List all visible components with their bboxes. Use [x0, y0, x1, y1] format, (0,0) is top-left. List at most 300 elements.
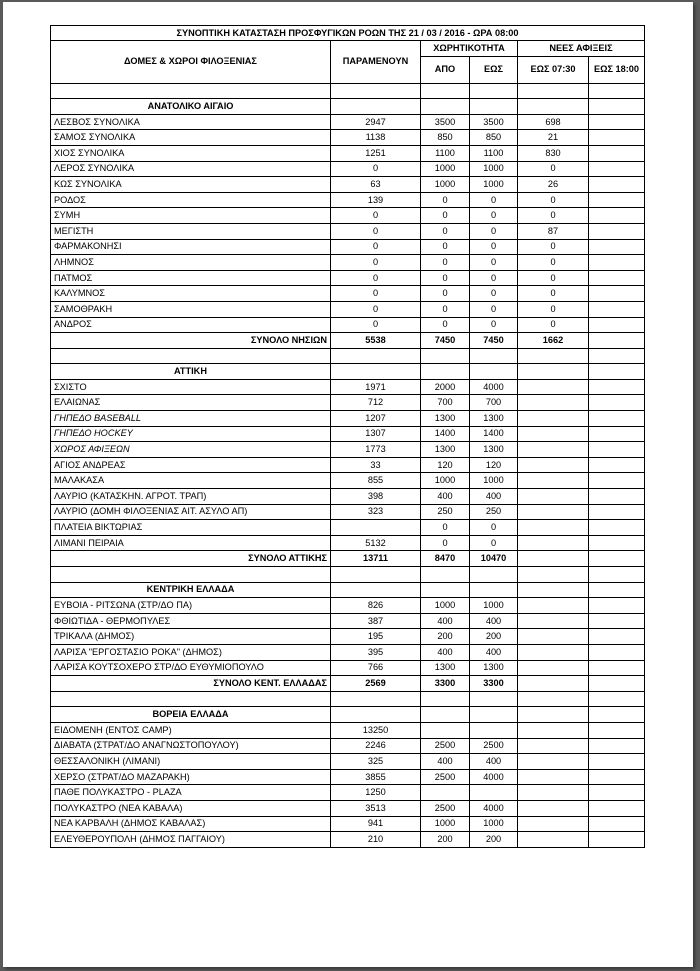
- arrivals-0730-cell: [518, 520, 589, 536]
- arrivals-1800-cell: [589, 754, 645, 770]
- apo-cell: 1300: [421, 442, 470, 458]
- facility-name-cell: ΦΑΡΜΑΚΟΝΗΣΙ: [51, 239, 331, 255]
- table-row: [51, 722, 645, 738]
- eos-cell: 250: [470, 504, 518, 520]
- apo-cell: 1000: [421, 161, 470, 177]
- table-row: [51, 270, 645, 286]
- table-row: [51, 177, 645, 193]
- apo-cell: 0: [421, 535, 470, 551]
- table-row: [51, 473, 645, 489]
- arrivals-1800-cell: [589, 208, 645, 224]
- arrivals-1800-cell: [589, 520, 645, 536]
- paramenoun-cell: 0: [331, 208, 421, 224]
- arrivals-0730-cell: 0: [518, 255, 589, 271]
- facility-name-cell: ΛΑΥΡΙΟ (ΔΟΜΗ ΦΙΛΟΞΕΝΙΑΣ ΑΙΤ. ΑΣΥΛΟ ΑΠ): [51, 504, 331, 520]
- blank-cell: [589, 582, 645, 598]
- blank-cell: [331, 364, 421, 380]
- eos-cell: 1300: [470, 411, 518, 427]
- paramenoun-cell: 0: [331, 239, 421, 255]
- blank-cell: [421, 707, 470, 723]
- table-row: [51, 800, 645, 816]
- arrivals-1800-cell: [589, 676, 645, 692]
- blank-cell: [51, 348, 331, 364]
- arrivals-1800-cell: [589, 769, 645, 785]
- blank-cell: [51, 691, 331, 707]
- region-row: [51, 99, 645, 115]
- region-name: ΒΟΡΕΙΑ ΕΛΛΑΔΑ: [51, 707, 331, 723]
- facility-name-cell: ΧΩΡΟΣ ΑΦΙΞΕΩΝ: [51, 442, 331, 458]
- facility-name-cell: ΛΕΣΒΟΣ ΣΥΝΟΛΙΚΑ: [51, 114, 331, 130]
- apo-cell: 3500: [421, 114, 470, 130]
- arrivals-0730-cell: [518, 800, 589, 816]
- paramenoun-cell: 323: [331, 504, 421, 520]
- table-row: [51, 489, 645, 505]
- arrivals-1800-cell: [589, 473, 645, 489]
- table-title: ΣΥΝΟΠΤΙΚΗ ΚΑΤΑΣΤΑΣΗ ΠΡΟΣΦΥΓΙΚΩΝ ΡΟΩΝ ΤΗΣ 21 / 03 / 2016 - ΩΡΑ 08:00: [51, 26, 645, 41]
- eos-cell: 1000: [470, 161, 518, 177]
- paramenoun-cell: 195: [331, 629, 421, 645]
- apo-cell: 2500: [421, 800, 470, 816]
- apo-cell: 1300: [421, 411, 470, 427]
- facility-name-cell: ΘΕΣΣΑΛΟΝΙΚΗ (ΛΙΜΑΝΙ): [51, 754, 331, 770]
- apo-cell: 200: [421, 832, 470, 848]
- eos-cell: 3500: [470, 114, 518, 130]
- arrivals-1800-cell: [589, 286, 645, 302]
- apo-cell: 0: [421, 239, 470, 255]
- facility-name-cell: ΣΑΜΟΣ ΣΥΝΟΛΙΚΑ: [51, 130, 331, 146]
- paramenoun-cell: 398: [331, 489, 421, 505]
- eos-cell: 10470: [470, 551, 518, 567]
- blank-cell: [51, 567, 331, 583]
- paramenoun-cell: 1773: [331, 442, 421, 458]
- arrivals-1800-cell: [589, 333, 645, 349]
- paramenoun-cell: 0: [331, 270, 421, 286]
- arrivals-1800-cell: [589, 161, 645, 177]
- apo-cell: 2000: [421, 379, 470, 395]
- arrivals-0730-cell: 0: [518, 286, 589, 302]
- total-row: [51, 333, 645, 349]
- eos-cell: 700: [470, 395, 518, 411]
- apo-cell: 700: [421, 395, 470, 411]
- facility-name-cell: ΛΙΜΑΝΙ ΠΕΙΡΑΙΑ: [51, 535, 331, 551]
- arrivals-1800-cell: [589, 489, 645, 505]
- arrivals-1800-cell: [589, 301, 645, 317]
- arrivals-0730-cell: [518, 629, 589, 645]
- arrivals-0730-cell: [518, 551, 589, 567]
- eos-cell: 0: [470, 317, 518, 333]
- arrivals-0730-cell: [518, 395, 589, 411]
- apo-cell: [421, 722, 470, 738]
- eos-cell: 4000: [470, 379, 518, 395]
- table-row: [51, 145, 645, 161]
- blank-cell: [331, 99, 421, 115]
- paramenoun-cell: 3855: [331, 769, 421, 785]
- eos-cell: 0: [470, 270, 518, 286]
- facility-name-cell: ΕΛΕΥΘΕΡΟΥΠΟΛΗ (ΔΗΜΟΣ ΠΑΓΓΑΙΟΥ): [51, 832, 331, 848]
- paramenoun-cell: 1250: [331, 785, 421, 801]
- arrivals-1800-cell: [589, 379, 645, 395]
- facility-name-cell: ΛΑΡΙΣΑ "ΕΡΓΟΣΤΑΣΙΟ ΡΟΚΑ" (ΔΗΜΟΣ): [51, 644, 331, 660]
- eos-cell: 1000: [470, 473, 518, 489]
- arrivals-0730-cell: 21: [518, 130, 589, 146]
- eos-cell: 4000: [470, 769, 518, 785]
- blank-cell: [470, 582, 518, 598]
- table-row: [51, 442, 645, 458]
- header-eos-0730: ΕΩΣ 07:30: [518, 56, 589, 83]
- arrivals-0730-cell: 87: [518, 223, 589, 239]
- arrivals-0730-cell: 1662: [518, 333, 589, 349]
- eos-cell: 4000: [470, 800, 518, 816]
- paramenoun-cell: 941: [331, 816, 421, 832]
- blank-cell: [589, 567, 645, 583]
- arrivals-0730-cell: [518, 379, 589, 395]
- paramenoun-cell: 33: [331, 457, 421, 473]
- facility-name-cell: ΕΛΑΙΩΝΑΣ: [51, 395, 331, 411]
- header-eos-1800: ΕΩΣ 18:00: [589, 56, 645, 83]
- apo-cell: 7450: [421, 333, 470, 349]
- blank-cell: [331, 582, 421, 598]
- facility-name-cell: ΣΑΜΟΘΡΑΚΗ: [51, 301, 331, 317]
- region-row: [51, 364, 645, 380]
- blank-cell: [331, 348, 421, 364]
- apo-cell: 1100: [421, 145, 470, 161]
- blank-cell: [589, 364, 645, 380]
- facility-name-cell: ΛΗΜΝΟΣ: [51, 255, 331, 271]
- paramenoun-cell: 0: [331, 223, 421, 239]
- arrivals-1800-cell: [589, 457, 645, 473]
- blank-cell: [470, 691, 518, 707]
- arrivals-1800-cell: [589, 535, 645, 551]
- blank-cell: [518, 364, 589, 380]
- header-apo: ΑΠΟ: [421, 56, 470, 83]
- table-row: [51, 223, 645, 239]
- paramenoun-cell: 0: [331, 286, 421, 302]
- paramenoun-cell: 210: [331, 832, 421, 848]
- paramenoun-cell: 2246: [331, 738, 421, 754]
- apo-cell: 1000: [421, 473, 470, 489]
- apo-cell: 1000: [421, 177, 470, 193]
- facility-name-cell: ΓΗΠΕΔΟ HOCKEY: [51, 426, 331, 442]
- blank-cell: [518, 83, 589, 99]
- blank-cell: [589, 83, 645, 99]
- arrivals-1800-cell: [589, 785, 645, 801]
- eos-cell: 400: [470, 644, 518, 660]
- blank-cell: [470, 83, 518, 99]
- facility-name-cell: ΚΑΛΥΜΝΟΣ: [51, 286, 331, 302]
- arrivals-0730-cell: [518, 769, 589, 785]
- arrivals-0730-cell: [518, 832, 589, 848]
- table-row: [51, 598, 645, 614]
- paramenoun-cell: 0: [331, 161, 421, 177]
- facility-name-cell: ΔΙΑΒΑΤΑ (ΣΤΡΑΤ/ΔΟ ΑΝΑΓΝΩΣΤΟΠΟΥΛΟΥ): [51, 738, 331, 754]
- eos-cell: 0: [470, 301, 518, 317]
- arrivals-0730-cell: [518, 676, 589, 692]
- facility-name-cell: ΠΑΘΕ ΠΟΛΥΚΑΣΤΡΟ - PLAZA: [51, 785, 331, 801]
- eos-cell: 400: [470, 489, 518, 505]
- paramenoun-cell: [331, 520, 421, 536]
- table-title-row: [51, 26, 645, 41]
- arrivals-0730-cell: [518, 754, 589, 770]
- document-page: [3, 2, 693, 967]
- facility-name-cell: ΠΑΤΜΟΣ: [51, 270, 331, 286]
- eos-cell: [470, 722, 518, 738]
- arrivals-1800-cell: [589, 504, 645, 520]
- apo-cell: 2500: [421, 738, 470, 754]
- blank-cell: [518, 348, 589, 364]
- arrivals-1800-cell: [589, 411, 645, 427]
- blank-cell: [331, 691, 421, 707]
- arrivals-1800-cell: [589, 223, 645, 239]
- arrivals-0730-cell: [518, 785, 589, 801]
- blank-cell: [470, 567, 518, 583]
- arrivals-1800-cell: [589, 644, 645, 660]
- facility-name-cell: ΛΕΡΟΣ ΣΥΝΟΛΙΚΑ: [51, 161, 331, 177]
- apo-cell: 0: [421, 317, 470, 333]
- arrivals-0730-cell: 698: [518, 114, 589, 130]
- blank-cell: [421, 348, 470, 364]
- arrivals-0730-cell: [518, 426, 589, 442]
- paramenoun-cell: 13711: [331, 551, 421, 567]
- region-name: ΑΝΑΤΟΛΙΚΟ ΑΙΓΑΙΟ: [51, 99, 331, 115]
- facility-name-cell: ΛΑΥΡΙΟ (ΚΑΤΑΣΚΗΝ. ΑΓΡΟΤ. ΤΡΑΠ): [51, 489, 331, 505]
- apo-cell: 0: [421, 255, 470, 271]
- eos-cell: 0: [470, 192, 518, 208]
- arrivals-1800-cell: [589, 551, 645, 567]
- arrivals-1800-cell: [589, 660, 645, 676]
- facility-name-cell: ΑΝΔΡΟΣ: [51, 317, 331, 333]
- facility-name-cell: ΡΟΔΟΣ: [51, 192, 331, 208]
- paramenoun-cell: 395: [331, 644, 421, 660]
- eos-cell: [470, 785, 518, 801]
- paramenoun-cell: 1251: [331, 145, 421, 161]
- blank-cell: [518, 567, 589, 583]
- header-capacity: ΧΩΡΗΤΙΚΟΤΗΤΑ: [421, 41, 518, 57]
- apo-cell: 0: [421, 520, 470, 536]
- paramenoun-cell: 0: [331, 301, 421, 317]
- arrivals-0730-cell: [518, 473, 589, 489]
- blank-row: [51, 691, 645, 707]
- apo-cell: 400: [421, 489, 470, 505]
- header-paramenoun: ΠΑΡΑΜΕΝΟΥΝ: [331, 41, 421, 84]
- facility-name-cell: ΑΓΙΟΣ ΑΝΔΡΕΑΣ: [51, 457, 331, 473]
- apo-cell: 0: [421, 301, 470, 317]
- table-row: [51, 457, 645, 473]
- apo-cell: 200: [421, 629, 470, 645]
- table-row: [51, 301, 645, 317]
- paramenoun-cell: 766: [331, 660, 421, 676]
- facility-name-cell: ΧΙΟΣ ΣΥΝΟΛΙΚΑ: [51, 145, 331, 161]
- facility-name-cell: ΕΥΒΟΙΑ - ΡΙΤΣΩΝΑ (ΣΤΡ/ΔΟ ΠΑ): [51, 598, 331, 614]
- arrivals-1800-cell: [589, 145, 645, 161]
- table-row: [51, 660, 645, 676]
- blank-row: [51, 567, 645, 583]
- apo-cell: 400: [421, 613, 470, 629]
- blank-cell: [470, 364, 518, 380]
- eos-cell: 0: [470, 535, 518, 551]
- apo-cell: 0: [421, 286, 470, 302]
- arrivals-1800-cell: [589, 255, 645, 271]
- apo-cell: 0: [421, 223, 470, 239]
- eos-cell: 400: [470, 754, 518, 770]
- arrivals-1800-cell: [589, 177, 645, 193]
- arrivals-0730-cell: [518, 411, 589, 427]
- region-name: ΑΤΤΙΚΗ: [51, 364, 331, 380]
- table-row: [51, 832, 645, 848]
- header-row-1: [51, 41, 645, 57]
- blank-cell: [331, 83, 421, 99]
- table-row: [51, 161, 645, 177]
- table-row: [51, 114, 645, 130]
- apo-cell: 8470: [421, 551, 470, 567]
- table-row: [51, 504, 645, 520]
- arrivals-0730-cell: [518, 644, 589, 660]
- arrivals-1800-cell: [589, 722, 645, 738]
- paramenoun-cell: 1138: [331, 130, 421, 146]
- arrivals-0730-cell: 830: [518, 145, 589, 161]
- paramenoun-cell: 1971: [331, 379, 421, 395]
- eos-cell: 0: [470, 208, 518, 224]
- facility-name-cell: ΣΥΝΟΛΟ ΚΕΝΤ. ΕΛΛΑΔΑΣ: [51, 676, 331, 692]
- apo-cell: 1000: [421, 598, 470, 614]
- region-row: [51, 582, 645, 598]
- blank-cell: [421, 83, 470, 99]
- paramenoun-cell: 13250: [331, 722, 421, 738]
- arrivals-1800-cell: [589, 613, 645, 629]
- facility-name-cell: ΜΑΛΑΚΑΣΑ: [51, 473, 331, 489]
- total-row: [51, 551, 645, 567]
- apo-cell: 1000: [421, 816, 470, 832]
- arrivals-0730-cell: [518, 442, 589, 458]
- table-row: [51, 395, 645, 411]
- arrivals-0730-cell: [518, 660, 589, 676]
- apo-cell: 2500: [421, 769, 470, 785]
- eos-cell: 1400: [470, 426, 518, 442]
- arrivals-0730-cell: [518, 457, 589, 473]
- arrivals-1800-cell: [589, 239, 645, 255]
- apo-cell: 0: [421, 208, 470, 224]
- arrivals-1800-cell: [589, 442, 645, 458]
- paramenoun-cell: 1207: [331, 411, 421, 427]
- arrivals-1800-cell: [589, 130, 645, 146]
- apo-cell: 1400: [421, 426, 470, 442]
- paramenoun-cell: 325: [331, 754, 421, 770]
- table-row: [51, 535, 645, 551]
- apo-cell: 400: [421, 754, 470, 770]
- arrivals-1800-cell: [589, 816, 645, 832]
- eos-cell: 0: [470, 286, 518, 302]
- refugee-flows-table: [50, 25, 645, 848]
- arrivals-0730-cell: [518, 816, 589, 832]
- blank-cell: [421, 691, 470, 707]
- table-row: [51, 426, 645, 442]
- eos-cell: 0: [470, 520, 518, 536]
- blank-row: [51, 348, 645, 364]
- arrivals-1800-cell: [589, 738, 645, 754]
- blank-cell: [470, 99, 518, 115]
- paramenoun-cell: 826: [331, 598, 421, 614]
- arrivals-0730-cell: 0: [518, 161, 589, 177]
- arrivals-0730-cell: 0: [518, 301, 589, 317]
- paramenoun-cell: 5132: [331, 535, 421, 551]
- table-row: [51, 239, 645, 255]
- header-domes: ΔΟΜΕΣ & ΧΩΡΟΙ ΦΙΛΟΞΕΝΙΑΣ: [51, 41, 331, 84]
- apo-cell: 1300: [421, 660, 470, 676]
- table-row: [51, 613, 645, 629]
- eos-cell: 1300: [470, 660, 518, 676]
- blank-cell: [51, 83, 331, 99]
- table-row: [51, 286, 645, 302]
- eos-cell: 1000: [470, 177, 518, 193]
- eos-cell: 1100: [470, 145, 518, 161]
- header-eos: ΕΩΣ: [470, 56, 518, 83]
- region-name: ΚΕΝΤΡΙΚΗ ΕΛΛΑΔΑ: [51, 582, 331, 598]
- arrivals-0730-cell: [518, 598, 589, 614]
- table-row: [51, 520, 645, 536]
- apo-cell: 250: [421, 504, 470, 520]
- blank-cell: [421, 99, 470, 115]
- arrivals-1800-cell: [589, 114, 645, 130]
- arrivals-0730-cell: [518, 504, 589, 520]
- facility-name-cell: ΣΥΜΗ: [51, 208, 331, 224]
- eos-cell: 200: [470, 832, 518, 848]
- paramenoun-cell: 0: [331, 317, 421, 333]
- apo-cell: 850: [421, 130, 470, 146]
- arrivals-0730-cell: 0: [518, 317, 589, 333]
- table-row: [51, 255, 645, 271]
- apo-cell: 0: [421, 192, 470, 208]
- blank-cell: [421, 567, 470, 583]
- facility-name-cell: ΚΩΣ ΣΥΝΟΛΙΚΑ: [51, 177, 331, 193]
- blank-cell: [518, 582, 589, 598]
- eos-cell: 850: [470, 130, 518, 146]
- facility-name-cell: ΣΥΝΟΛΟ ΑΤΤΙΚΗΣ: [51, 551, 331, 567]
- table-row: [51, 317, 645, 333]
- facility-name-cell: ΜΕΓΙΣΤΗ: [51, 223, 331, 239]
- arrivals-0730-cell: [518, 613, 589, 629]
- header-new-arrivals: ΝΕΕΣ ΑΦΙΞΕΙΣ: [518, 41, 645, 57]
- table-row: [51, 816, 645, 832]
- facility-name-cell: ΣΥΝΟΛΟ ΝΗΣΙΩΝ: [51, 333, 331, 349]
- paramenoun-cell: 1307: [331, 426, 421, 442]
- apo-cell: [421, 785, 470, 801]
- arrivals-0730-cell: 0: [518, 208, 589, 224]
- facility-name-cell: ΠΟΛΥΚΑΣΤΡΟ (ΝΕΑ ΚΑΒΑΛΑ): [51, 800, 331, 816]
- apo-cell: 400: [421, 644, 470, 660]
- arrivals-0730-cell: [518, 489, 589, 505]
- facility-name-cell: ΝΕΑ ΚΑΡΒΑΛΗ (ΔΗΜΟΣ ΚΑΒΑΛΑΣ): [51, 816, 331, 832]
- eos-cell: 7450: [470, 333, 518, 349]
- facility-name-cell: ΦΘΙΩΤΙΔΑ - ΘΕΡΜΟΠΥΛΕΣ: [51, 613, 331, 629]
- eos-cell: 1000: [470, 816, 518, 832]
- paramenoun-cell: 0: [331, 255, 421, 271]
- apo-cell: 3300: [421, 676, 470, 692]
- facility-name-cell: ΣΧΙΣΤΟ: [51, 379, 331, 395]
- facility-name-cell: ΛΑΡΙΣΑ ΚΟΥΤΣΟΧΕΡΟ ΣΤΡ/ΔΟ ΕΥΘΥΜΙΟΠΟΥΛΟ: [51, 660, 331, 676]
- table-row: [51, 769, 645, 785]
- table-row: [51, 411, 645, 427]
- eos-cell: 400: [470, 613, 518, 629]
- blank-row: [51, 83, 645, 99]
- blank-cell: [421, 582, 470, 598]
- table-row: [51, 629, 645, 645]
- eos-cell: 0: [470, 223, 518, 239]
- blank-cell: [470, 348, 518, 364]
- table-row: [51, 644, 645, 660]
- region-row: [51, 707, 645, 723]
- arrivals-1800-cell: [589, 426, 645, 442]
- paramenoun-cell: 2947: [331, 114, 421, 130]
- paramenoun-cell: 5538: [331, 333, 421, 349]
